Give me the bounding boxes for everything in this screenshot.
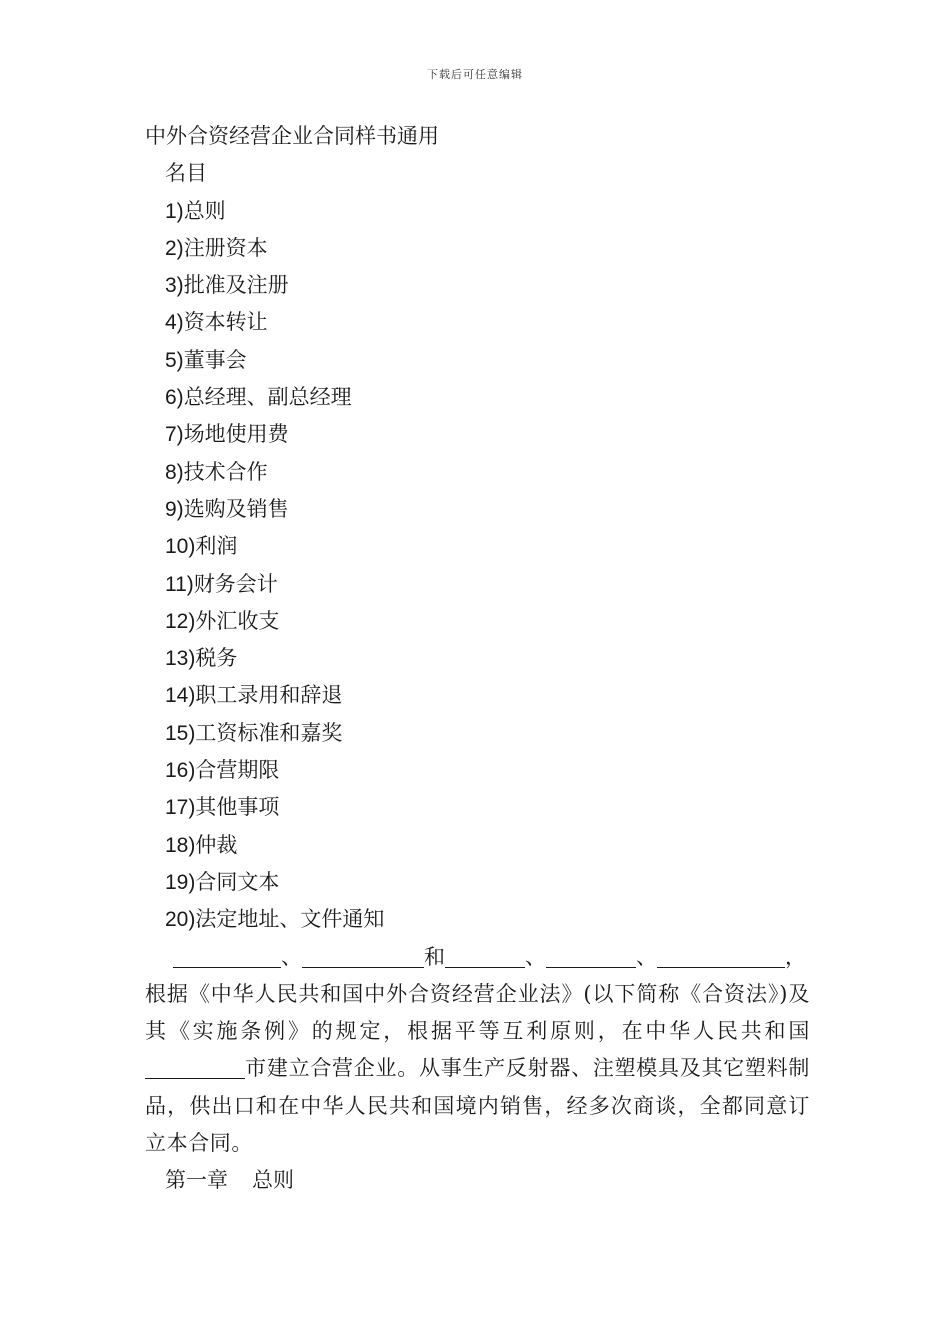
- toc-item-label: 总经理、副总经理: [183, 385, 352, 410]
- toc-item-number: 20): [165, 908, 196, 932]
- toc-item: [145, 566, 810, 603]
- toc-item-label: 其他事项: [195, 795, 280, 820]
- separator: 、: [636, 944, 657, 969]
- toc-item-number: 17): [165, 796, 196, 820]
- header-note: 下载后可任意编辑: [427, 68, 523, 81]
- toc-item-label: 合同文本: [195, 869, 280, 894]
- toc-item-number: 13): [165, 647, 196, 671]
- party-blank: [546, 943, 636, 968]
- party-blank: [445, 943, 525, 968]
- city-blank: [145, 1054, 245, 1079]
- toc-item-number: 12): [165, 609, 196, 633]
- toc-item: [145, 715, 810, 752]
- intro-paragraph: [145, 976, 810, 1162]
- toc-item-number: 5): [165, 348, 184, 372]
- toc-item-label: 总则: [183, 198, 226, 223]
- toc-item-label: 法定地址、文件通知: [195, 907, 385, 932]
- document-title: 中外合资经营企业合同样书通用: [145, 124, 439, 148]
- toc-item: [145, 864, 810, 901]
- toc-item: [145, 230, 810, 267]
- intro-text-part1: 根据《中华人民共和国中外合资经营企业法》(以下简称《合资法》)及其《实施条例》的规定，根据平等互利原则，在中华人民共和国: [145, 981, 810, 1044]
- chapter-heading: [145, 1162, 810, 1199]
- separator: 、: [281, 944, 302, 969]
- toc-item-number: 10): [165, 535, 196, 559]
- toc-item-number: 9): [165, 497, 184, 521]
- document-body: [145, 118, 810, 1200]
- toc-item-label: 技术合作: [183, 459, 268, 484]
- table-of-contents: [145, 193, 810, 939]
- toc-item-number: 16): [165, 759, 196, 783]
- toc-item-number: 11): [165, 572, 194, 596]
- toc-item-number: 19): [165, 870, 196, 894]
- toc-item-label: 选购及销售: [183, 496, 289, 521]
- toc-item-label: 资本转让: [183, 310, 268, 335]
- toc-item: [145, 677, 810, 714]
- separator: 、: [525, 944, 546, 969]
- party-blank: [657, 943, 785, 968]
- toc-item-number: 15): [165, 721, 196, 745]
- toc-item-number: 18): [165, 833, 196, 857]
- toc-item-label: 场地使用费: [183, 422, 289, 447]
- separator: 和: [424, 944, 445, 969]
- intro-text-part2: 市建立合营企业。从事生产反射器、注塑模具及其它塑料制品，供出口和在中华人民共和国境内销售，经多次商谈，全都同意订立本合同。: [145, 1056, 810, 1156]
- toc-item-number: 3): [165, 274, 184, 298]
- toc-item-number: 1): [165, 199, 184, 223]
- parties-line: [145, 939, 810, 976]
- toc-item: [145, 491, 810, 528]
- toc-item-label: 工资标准和嘉奖: [195, 720, 343, 745]
- toc-item: [145, 379, 810, 416]
- party-blank: [173, 943, 281, 968]
- toc-item-label: 董事会: [183, 347, 247, 372]
- toc-item: [145, 304, 810, 341]
- toc-item: [145, 416, 810, 453]
- chapter-title: 总则: [252, 1168, 294, 1193]
- toc-item-number: 14): [165, 684, 196, 708]
- toc-item: [145, 603, 810, 640]
- toc-item: [145, 827, 810, 864]
- toc-item: [145, 193, 810, 230]
- toc-item: [145, 342, 810, 379]
- toc-item-label: 合营期限: [195, 758, 280, 783]
- toc-item: [145, 267, 810, 304]
- toc-item-label: 税务: [195, 646, 238, 671]
- toc-item: [145, 901, 810, 938]
- toc-item-label: 职工录用和辞退: [195, 683, 343, 708]
- toc-item: [145, 789, 810, 826]
- toc-item-number: 8): [165, 460, 184, 484]
- separator: ，: [785, 944, 806, 969]
- toc-item-label: 注册资本: [183, 235, 268, 260]
- party-blank: [302, 943, 424, 968]
- toc-item-number: 7): [165, 423, 184, 447]
- toc-item-number: 6): [165, 386, 184, 410]
- toc-item-number: 4): [165, 311, 184, 335]
- toc-item: [145, 752, 810, 789]
- chapter-label: 第一章: [165, 1168, 228, 1193]
- toc-item-label: 仲裁: [195, 832, 238, 857]
- toc-item-number: 2): [165, 236, 184, 260]
- toc-item-label: 批准及注册: [183, 273, 289, 298]
- toc-item: [145, 528, 810, 565]
- toc-item-label: 财务会计: [193, 571, 278, 596]
- toc-item: [145, 454, 810, 491]
- toc-item-label: 利润: [195, 534, 238, 559]
- toc-item: [145, 640, 810, 677]
- toc-item-label: 外汇收支: [195, 608, 280, 633]
- toc-heading: 名目: [165, 161, 207, 186]
